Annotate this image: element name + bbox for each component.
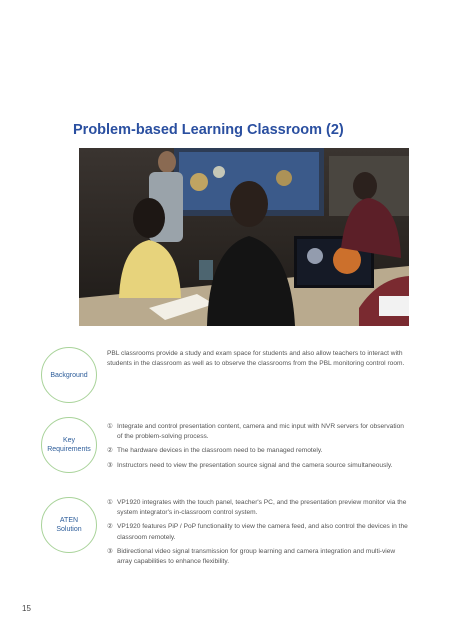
key-requirements-section — [33, 415, 423, 493]
solution-section — [33, 495, 423, 575]
list-item — [107, 446, 411, 456]
item-text: Instructors need to view the presentation source signal and the camera source simultaneously. — [117, 461, 393, 469]
classroom-photo — [79, 148, 409, 326]
item-number: ① — [107, 423, 113, 430]
item-number: ① — [107, 499, 113, 506]
background-label: Background — [50, 371, 88, 379]
background-section — [33, 345, 423, 407]
item-text: VP1920 integrates with the touch panel, teacher's PC, and the presentation preview monitor via the system integrator's in-classroom control system. — [117, 499, 407, 517]
key-requirements-label-2: Requirements — [47, 446, 91, 453]
list-item — [107, 547, 411, 567]
item-number: ② — [107, 447, 113, 455]
item-text: The hardware devices in the classroom need to be managed remotely. — [117, 447, 323, 455]
page-number: 15 — [22, 604, 31, 613]
solution-list — [107, 498, 411, 571]
list-item — [107, 498, 411, 518]
key-requirements-list — [107, 422, 411, 475]
background-text: PBL classrooms provide a study and exam space for students and also allow teachers to interact with students in the classroom as well as to observe the classrooms from the PBL monitoring control room. — [107, 350, 405, 368]
background-badge — [41, 347, 97, 403]
key-requirements-badge — [41, 417, 97, 473]
solution-badge — [41, 497, 97, 553]
solution-label-1: ATEN — [59, 517, 79, 524]
item-text: Bidirectional video signal transmission for group learning and camera integration and multi-view array capabilities to enhance flexibility. — [117, 547, 396, 566]
list-item — [107, 522, 411, 542]
item-number: ② — [107, 523, 113, 531]
solution-label-2: Solution — [56, 526, 82, 533]
item-text: Integrate and control presentation content, camera and mic input with NVR servers for observation of the problem-solving process. — [117, 423, 404, 441]
item-text: VP1920 features PiP / PoP functionality to view the camera feed, and also control the devices in the classroom remotely. — [117, 523, 408, 541]
page-title: Problem-based Learning Classroom (2) — [73, 122, 344, 138]
item-number: ③ — [107, 547, 113, 555]
key-requirements-label-1: Key — [62, 437, 76, 444]
item-number: ③ — [107, 461, 113, 469]
list-item — [107, 461, 411, 471]
list-item — [107, 422, 411, 442]
